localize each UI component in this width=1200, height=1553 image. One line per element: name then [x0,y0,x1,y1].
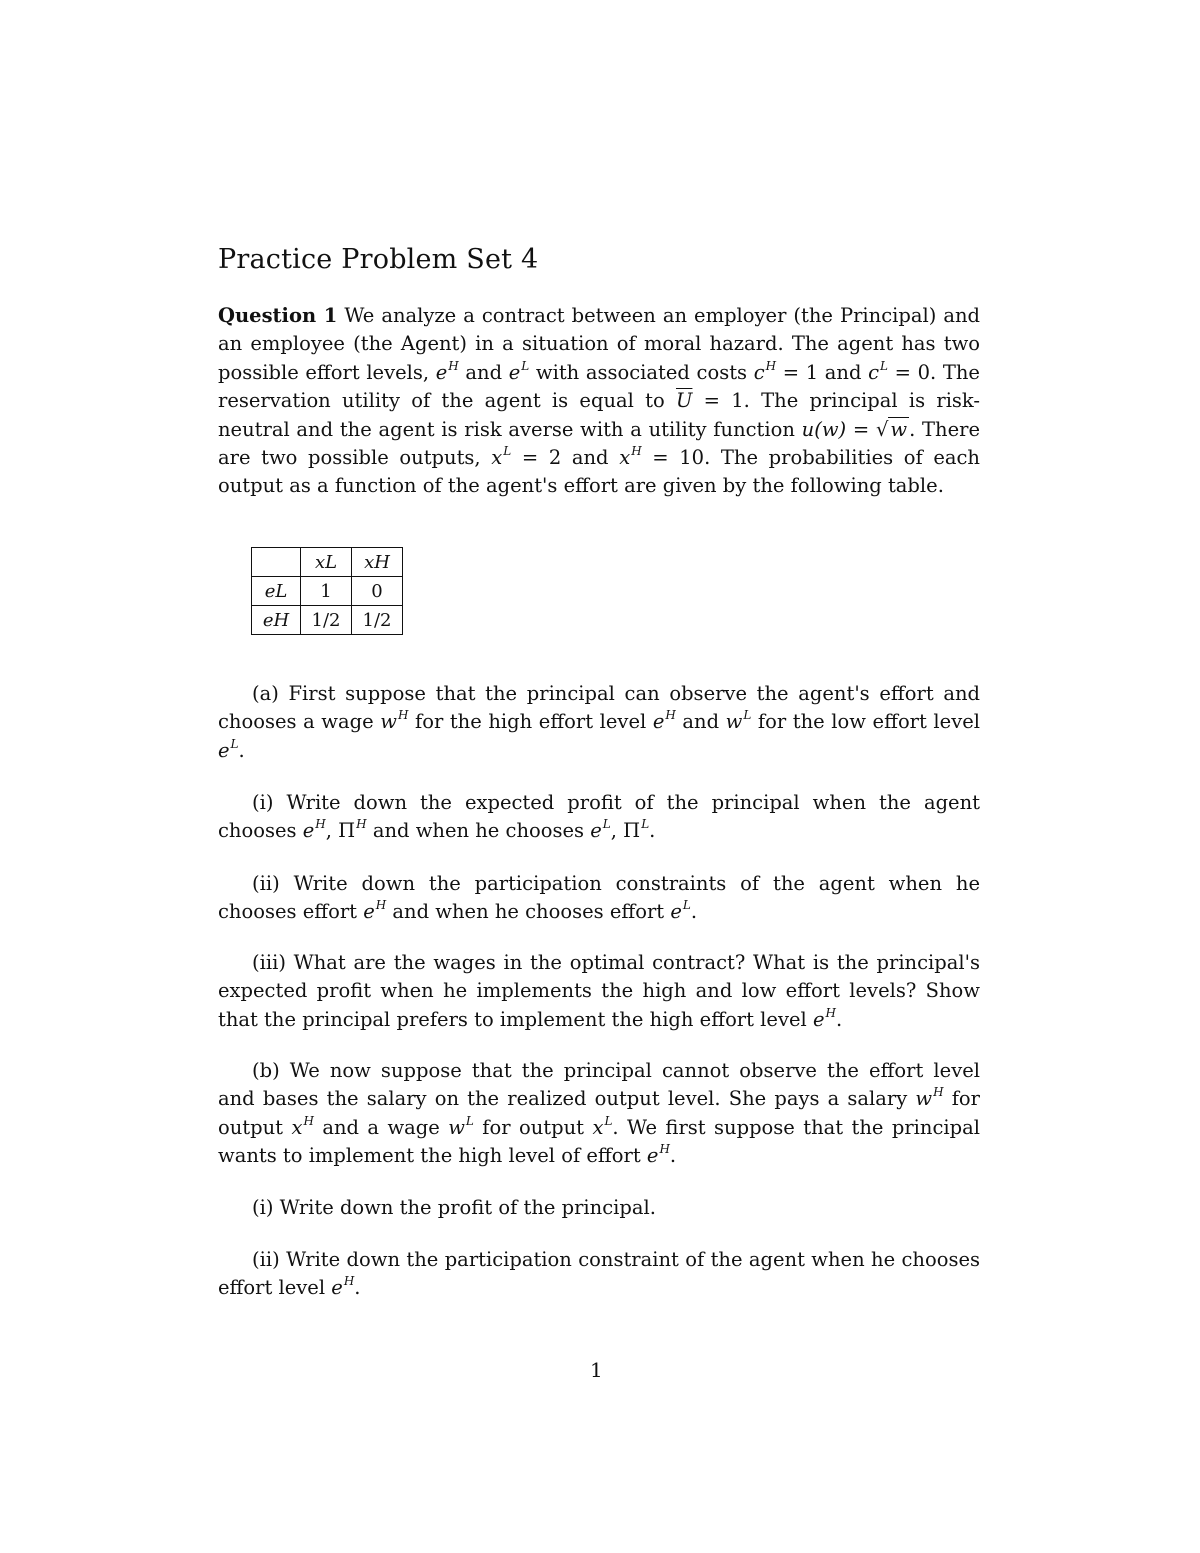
part-a-iii-paragraph: (iii) What are the wages in the optimal contract? What is the principal's expected profit when he implements the high and low effort levels? Show that the principal prefers to implement the high effort level $e^H$. [218,951,980,1031]
table-row [252,606,403,635]
part-a-i-paragraph: (i) Write down the expected profit of the principal when the agent chooses $e^H$, $\Pi^H$ and when he chooses $e^L$, $\Pi^L$. [218,791,980,843]
table-col-header: xH [352,548,403,577]
table-row [252,577,403,606]
page-title: Practice Problem Set 4 [218,244,539,275]
table-cell: 1/2 [352,606,403,635]
part-b-ii-paragraph: (ii) Write down the participation constraint of the agent when he chooses effort level $e^H$. [218,1248,980,1300]
table-cell: 0 [352,577,403,606]
table-header-row [252,548,403,577]
part-b-i-paragraph: (i) Write down the profit of the principal. [252,1196,656,1219]
part-a-ii-paragraph: (ii) Write down the participation constraints of the agent when he chooses effort $e^H$ and when he chooses effort $e^L$. [218,872,980,924]
question-1-paragraph: Question 1 We analyze a contract between an employer (the Principal) and an employee (the Agent) in a situation of moral hazard. The agent has two possible effort levels, $e^H$ and $e^L$ with associated costs $c^H = 1$ and $c^L = 0$. The reservation utility of the agent is equal to $\overline{U} = 1$. The principal is risk-neutral and the agent is risk averse with a utility function u(w) = √ w . There are two possible outputs, $x^L = 2$ and $x^H = 10$. The probabilities of each output as a function of the agent's effort are given by the following table. [218,304,981,498]
table-col-header: xL [301,548,352,577]
table-corner-cell [252,548,301,577]
part-a-paragraph: (a) First suppose that the principal can observe the agent's effort and chooses a wage $w^H$ for the high effort level $e^H$ and $w^L$ for the low effort level $e^L$. [218,682,980,762]
table-row-header: eL [252,577,301,606]
probability-table [251,547,403,635]
table-cell: 1/2 [301,606,352,635]
question-1-label: Question 1 [218,304,338,327]
table-row-header: eH [252,606,301,635]
part-b-paragraph: (b) We now suppose that the principal cannot observe the effort level and bases the salary on the realized output level. She pays a salary $w^H$ for output $x^H$ and a wage $w^L$ for output $x^L$. We first suppose that the principal wants to implement the high level of effort $e^H$. [218,1059,980,1168]
page-number: 1 [590,1358,603,1382]
table-cell: 1 [301,577,352,606]
